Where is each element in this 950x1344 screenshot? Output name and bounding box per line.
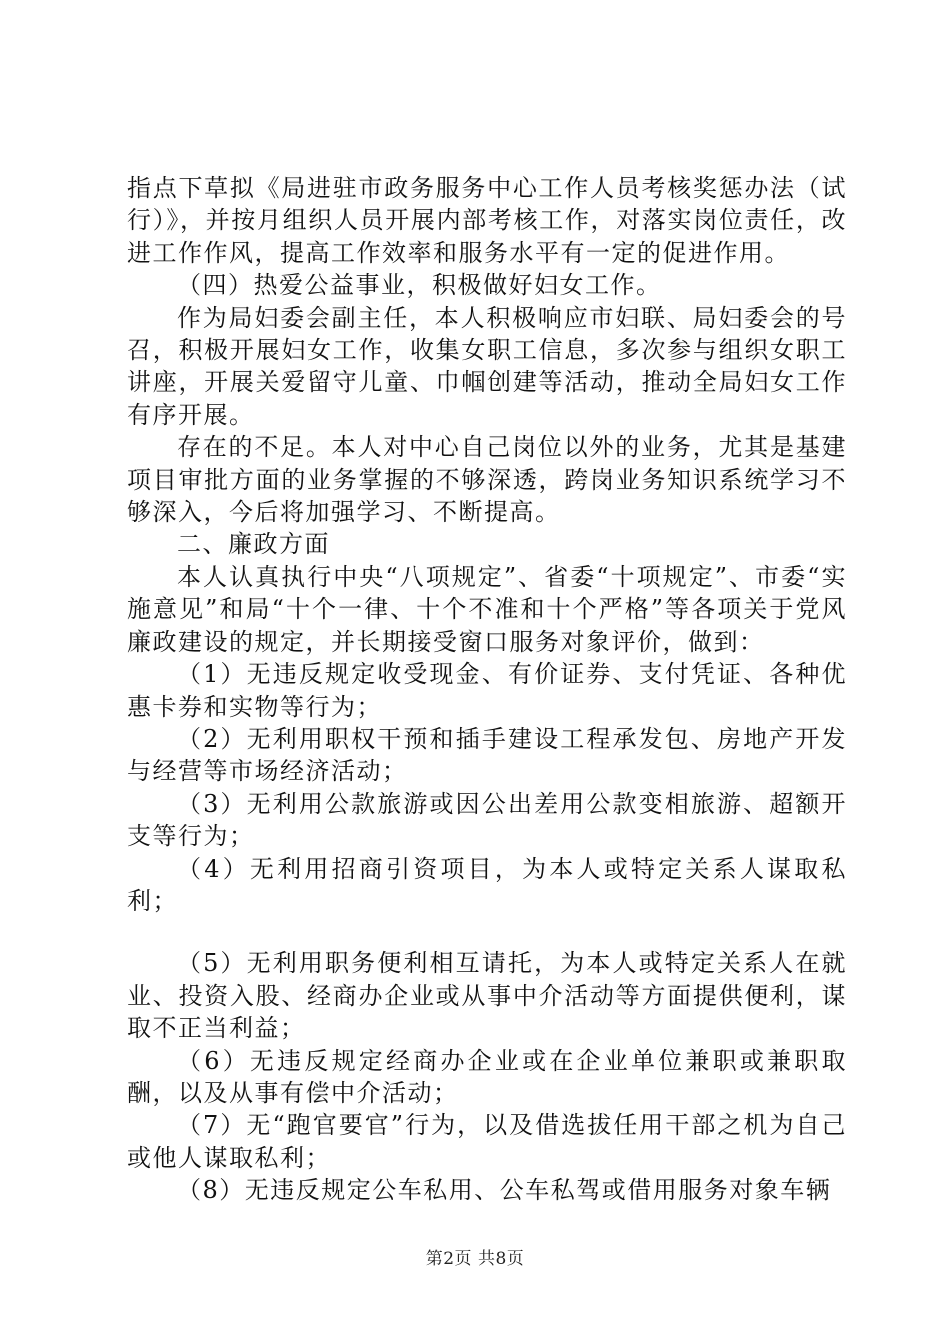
list-item-7: （7）无“跑官要官”行为，以及借选拔任用干部之机为自己或他人谋取私利； xyxy=(127,1111,847,1172)
document-body xyxy=(127,172,847,1207)
section-heading-4: （四）热爱公益事业，积极做好妇女工作。 xyxy=(177,271,662,300)
list-item-8: （8）无违反规定公车私用、公车私驾或借用服务对象车辆 xyxy=(177,1176,832,1205)
page-number-footer: 第2页 共8页 xyxy=(425,1249,525,1269)
list-item-5: （5）无利用职务便利相互请托，为本人或特定关系人在就业、投资入股、经商办企业或从事中介活动等方面提供便利，谋取不正当利益； xyxy=(127,949,847,1043)
paragraph-spacer xyxy=(127,917,847,947)
paragraph-continuation: 指点下草拟《局进驻市政务服务中心工作人员考核奖惩办法（试行）》，并按月组织人员开展内部考核工作，对落实岗位责任，改进工作作风，提高工作效率和服务水平有一定的促进作用。 xyxy=(127,174,847,267)
section-heading-integrity: 二、廉政方面 xyxy=(177,530,330,559)
list-item-2: （2）无利用职权干预和插手建设工程承发包、房地产开发与经营等市场经济活动； xyxy=(127,724,847,786)
list-item-3: （3）无利用公款旅游或因公出差用公款变相旅游、超额开支等行为； xyxy=(127,789,847,851)
paragraph-integrity-intro: 本人认真执行中央“八项规定”、省委“十项规定”、市委“实施意见”和局“十个一律、十个不准和十个严格”等各项关于党风廉政建设的规定，并长期接受窗口服务对象评价，做到： xyxy=(127,562,847,656)
list-item-1: （1）无违反规定收受现金、有价证券、支付凭证、各种优惠卡券和实物等行为； xyxy=(127,660,847,721)
paragraph-womens-work: 作为局妇委会副主任，本人积极响应市妇联、局妇委会的号召，积极开展妇女工作，收集女职工信息，多次参与组织女职工讲座，开展关爱留守儿童、巾帼创建等活动，推动全局妇女工作有序开展。 xyxy=(127,303,847,429)
list-item-6: （6）无违反规定经商办企业或在企业单位兼职或兼职取酬，以及从事有偿中介活动； xyxy=(127,1046,847,1107)
list-item-4: （4）无利用招商引资项目，为本人或特定关系人谋取私利； xyxy=(127,854,847,915)
paragraph-shortcomings: 存在的不足。本人对中心自己岗位以外的业务，尤其是基建项目审批方面的业务掌握的不够深透，跨岗业务知识系统学习不够深入，今后将加强学习、不断提高。 xyxy=(127,433,847,527)
